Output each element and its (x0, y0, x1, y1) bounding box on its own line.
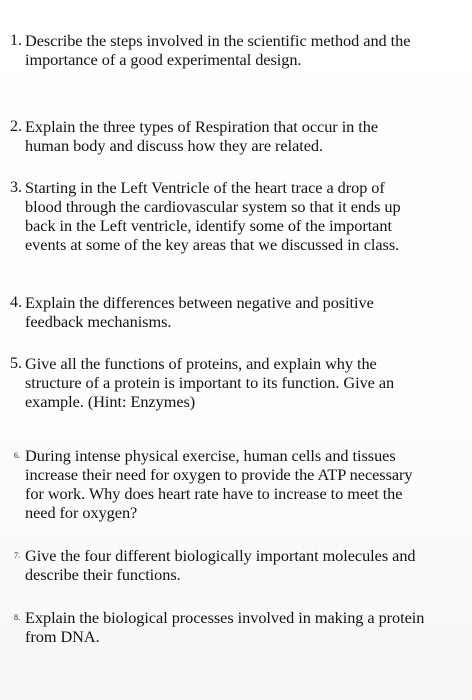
question-number: 4. (10, 294, 22, 311)
question-line: importance of a good experimental design. (25, 50, 302, 69)
question-4 (0, 293, 468, 331)
question-line: Explain the differences between negative and positive (25, 293, 374, 312)
question-number: 8. (14, 613, 20, 622)
question-text (22, 293, 468, 331)
question-line: Describe the steps involved in the scientific method and the (25, 31, 411, 50)
question-text (22, 608, 468, 646)
question-line: During intense physical exercise, human cells and tissues (25, 446, 396, 465)
question-line: Give the four different biologically important molecules and (25, 546, 416, 565)
question-text (22, 446, 468, 522)
question-line: Starting in the Left Ventricle of the heart trace a drop of (25, 178, 385, 197)
question-number: 6. (14, 451, 20, 460)
question-number: 7. (14, 551, 20, 560)
question-line: need for oxygen? (25, 503, 138, 522)
question-5 (0, 354, 468, 411)
question-number: 2. (10, 118, 22, 135)
question-text (22, 354, 468, 411)
question-line: Give all the functions of proteins, and explain why the (25, 354, 377, 373)
question-text (22, 178, 468, 254)
question-1 (0, 31, 468, 69)
question-text (22, 117, 468, 155)
question-line: blood through the cardiovascular system so that it ends up (25, 197, 401, 216)
question-line: example. (Hint: Enzymes) (25, 392, 196, 411)
question-number: 3. (10, 179, 22, 196)
question-line: structure of a protein is important to its function. Give an (25, 373, 395, 392)
question-7 (0, 546, 468, 584)
question-text (22, 546, 468, 584)
question-line: for work. Why does heart rate have to increase to meet the (25, 484, 403, 503)
question-number: 1. (10, 32, 22, 49)
question-line: from DNA. (25, 627, 100, 646)
question-number: 5. (10, 355, 22, 372)
question-line: feedback mechanisms. (25, 312, 172, 331)
question-line: Explain the three types of Respiration that occur in the (25, 117, 379, 136)
question-8 (0, 608, 468, 646)
question-6 (0, 446, 468, 522)
question-line: increase their need for oxygen to provide the ATP necessary (25, 465, 413, 484)
question-line: describe their functions. (25, 565, 181, 584)
question-line: human body and discuss how they are related. (25, 136, 324, 155)
question-line: Explain the biological processes involved in making a protein (25, 608, 425, 627)
question-line: events at some of the key areas that we discussed in class. (25, 235, 400, 254)
question-text (22, 31, 468, 69)
question-3 (0, 178, 468, 254)
question-line: back in the Left ventricle, identify some of the important (25, 216, 392, 235)
question-2 (0, 117, 468, 155)
